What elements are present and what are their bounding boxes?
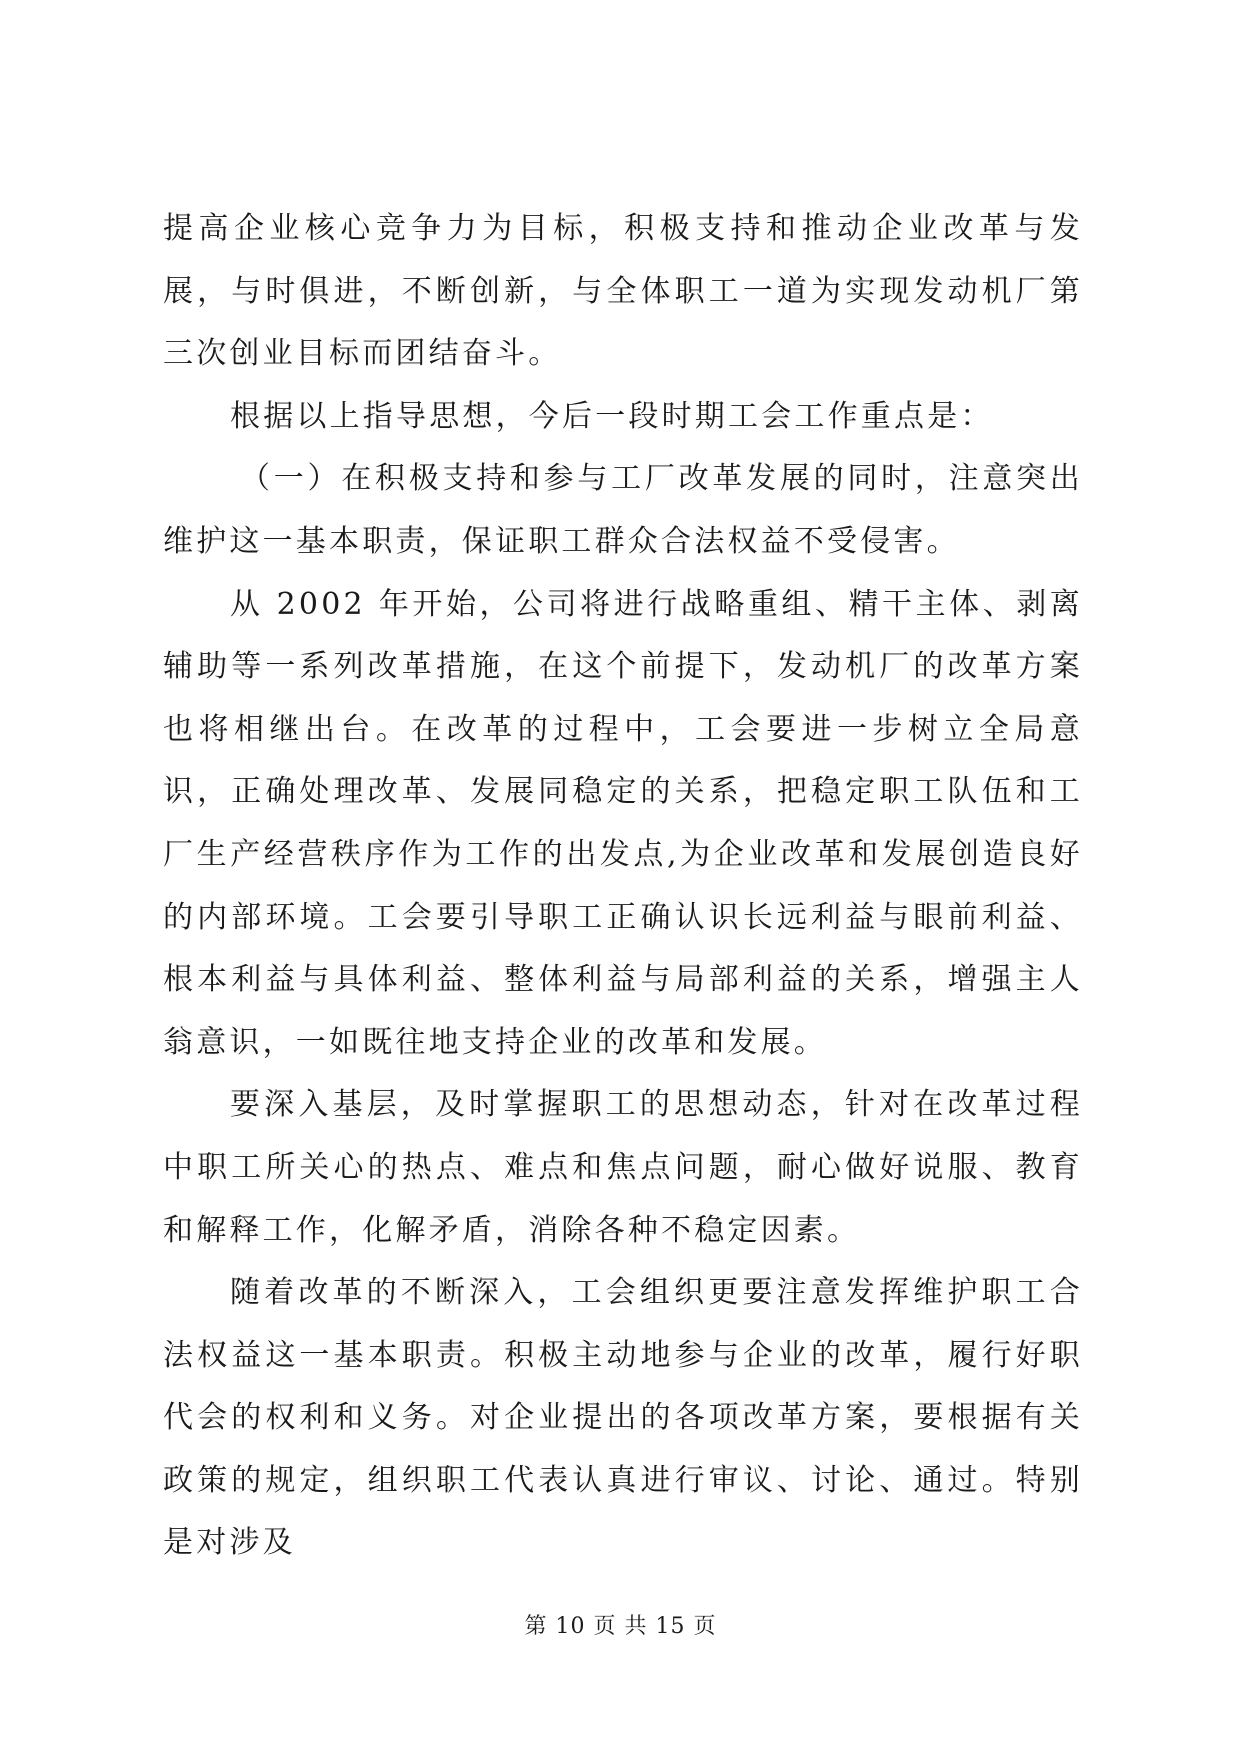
paragraph-grassroots: 要深入基层，及时掌握职工的思想动态，针对在改革过程中职工所关心的热点、难点和焦点问题，耐心做好说服、教育和解释工作，化解矛盾，消除各种不稳定因素。 — [163, 1087, 1083, 1248]
paragraph-continuation: 提高企业核心竞争力为目标，积极支持和推动企业改革与发展，与时俱进，不断创新，与全体职工一道为实现发动机厂第三次创业目标而团结奋斗。 — [163, 211, 1083, 372]
paragraph-guiding-thought: 根据以上指导思想，今后一段时期工会工作重点是： — [230, 398, 994, 434]
paragraph-rights: 随着改革的不断深入，工会组织更要注意发挥维护职工合法权益这一基本职责。积极主动地参与企业的改革，履行好职代会的权利和义务。对企业提出的各项改革方案，要根据有关政策的规定，组织职工代表认真进行审议、讨论、通过。特别是对涉及 — [163, 1275, 1083, 1561]
page-footer: 第 10 页 共 15 页 — [524, 1614, 717, 1639]
paragraph-reform-2002: 从 2002 年开始，公司将进行战略重组、精干主体、剥离辅助等一系列改革措施，在这个前提下，发动机厂的改革方案也将相继出台。在改革的过程中，工会要进一步树立全局意识，正确处理改革、发展同稳定的关系，把稳定职工队伍和工厂生产经营秩序作为工作的出发点,为企业改革和发展创造良好的内部环境。工会要引导职工正确认识长远利益与眼前利益、根本利益与具体利益、整体利益与局部利益的关系，增强主人翁意识，一如既往地支持企业的改革和发展。 — [163, 586, 1083, 1060]
paragraph-section-heading-1: （一）在积极支持和参与工厂改革发展的同时，注意突出维护这一基本职责，保证职工群众合法权益不受侵害。 — [163, 461, 1083, 559]
document-body — [163, 198, 1083, 1575]
